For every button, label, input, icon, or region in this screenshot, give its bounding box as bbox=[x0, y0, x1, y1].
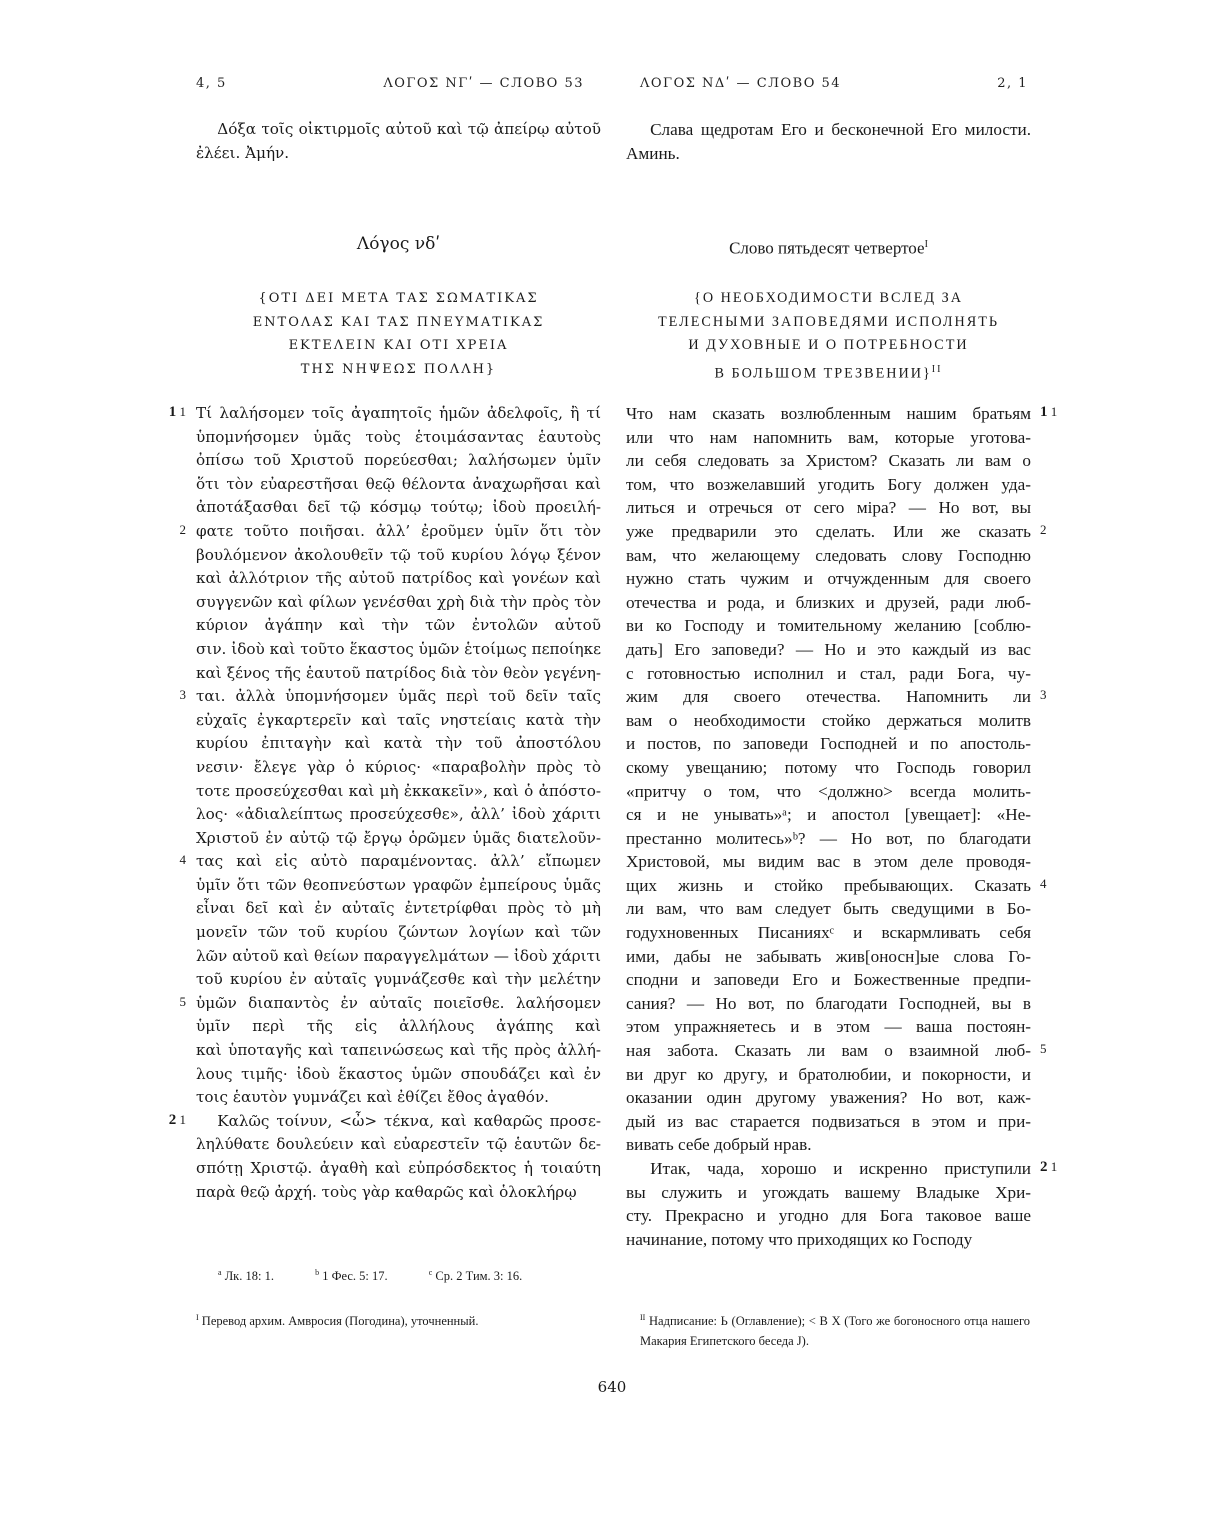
chapter-number: 1 bbox=[1040, 404, 1048, 420]
text-line: ви ко Господу и томительному желанию [соблю- bbox=[626, 616, 1031, 636]
text-line: Итак, чада, хорошо и искренно приступили bbox=[650, 1159, 1031, 1178]
greek-opening: Δόξα τοῖς οἰκτιρμοῖς αὐτοῦ καὶ τῷ ἀπείρῳ αὐτοῦ ἐλέει. Ἀμήν. bbox=[196, 120, 601, 162]
text-line: καὶ ξένος τῆς ἑαυτοῦ πατρίδος διὰ τὸν θεὸν γεγένη- bbox=[196, 663, 601, 682]
verse-marker bbox=[1040, 404, 1057, 421]
text-line: нужно стать чужим и отчужденным для своего bbox=[626, 569, 1031, 589]
text-line: κυρίου ἐπιταγὴν καὶ κατὰ τὴν τοῦ ἀποστόλου bbox=[196, 734, 601, 753]
footnote-ref: $^a$ Лк. 18: 1. bbox=[218, 1268, 274, 1284]
verse-marker bbox=[1040, 876, 1047, 892]
text-line: с готовностью исполнил и стал, ради Бога, чу- bbox=[626, 663, 1031, 683]
verse-number: 4 bbox=[179, 852, 186, 868]
text-line: ὅτι τὸν εὐαρεστῆσαι θεῷ θέλοντα ἀναχωρῆσαι καὶ bbox=[196, 474, 601, 493]
text-line: λος· «ἀδιαλείπτως προσεύχεσθε», ἀλλ’ ἰδοὺ χάριτι bbox=[196, 805, 601, 824]
text-line: βουλόμενον ἀκολουθεῖν τῷ τοῦ κυρίου λόγῳ ξένον bbox=[196, 545, 601, 564]
greek-subtitle-line: ΕΝΤΟΛΑΣ ΚΑΙ ΤΑΣ ΠΝΕΥΜΑΤΙΚΑΣ bbox=[252, 314, 545, 330]
russian-subtitle-line: И ДУХОВНЫЕ И О ПОТРЕБНОСТИ bbox=[688, 337, 969, 354]
verse-number: 3 bbox=[1040, 687, 1047, 703]
text-line: ὑμῖν ὅτι τῶν θεοπνεύστων γραφῶν ἐμπείρους ὑμᾶς bbox=[196, 875, 601, 894]
footnote-ref: $^c$ Ср. 2 Тим. 3: 16. bbox=[428, 1268, 523, 1284]
text-line: том, что возжелавший угодить Богу должен уда- bbox=[626, 474, 1031, 494]
text-line: λῶν αὐτοῦ καὶ θείων παραγγελμάτων — ἰδοὺ χάριτι bbox=[196, 946, 601, 965]
text-line: ся и не унывать»ᵃ; и апостол [увещает]: «Не- bbox=[626, 805, 1031, 825]
verse-marker bbox=[1040, 522, 1047, 538]
text-line: παρὰ θεῷ ἀρχή. τοὺς γὰρ καθαρῶς καὶ ὁλοκλήρῳ bbox=[196, 1182, 577, 1201]
text-line: μονεῖν τῶν τοῦ κυρίου ζώντων λογίων καὶ τῶν bbox=[196, 923, 601, 942]
greek-subtitle bbox=[196, 287, 601, 381]
verse-marker bbox=[180, 687, 187, 703]
verse-number: 1 bbox=[1050, 1159, 1058, 1175]
text-line: ται. ἀλλὰ ὑπομνήσομεν ὑμᾶς περὶ τοῦ δεῖν ταῖς bbox=[196, 687, 601, 706]
greek-subtitle-line: ΕΚΤΕΛΕΙΝ ΚΑΙ ΟΤΙ ΧΡΕΙΑ bbox=[288, 338, 509, 354]
text-line: дать] Его заповеди? — Но и это каждый из вас bbox=[626, 639, 1031, 659]
text-line: ὑμῶν διαπαντὸς ἐν αὐταῖς ποιεῖσθε. λαλήσομεν bbox=[196, 993, 601, 1012]
footnote-right bbox=[640, 1308, 1030, 1351]
text-line: ви друг ко другу, и братолюбии, и покорности, и bbox=[626, 1064, 1031, 1084]
right-page-ref: 2, 1 bbox=[997, 76, 1028, 91]
verse-marker bbox=[1040, 687, 1047, 703]
text-line: ὑπομνήσομεν ὑμᾶς τοὺς ἑτοιμάσαντας ἑαυτοὺς bbox=[196, 427, 601, 446]
russian-subtitle-note: II bbox=[931, 363, 943, 375]
text-line: σιν. ἰδοὺ καὶ τοῦτο ἕκαστος ὑμῶν ἑτοίμως πεποίηκε bbox=[196, 639, 601, 658]
verse-marker bbox=[180, 852, 187, 868]
verse-number: 1 bbox=[179, 1112, 186, 1127]
russian-heading-note: I bbox=[924, 239, 928, 250]
verse-number: 1 bbox=[179, 404, 186, 419]
text-line: вам, что желающему следовать слову Господню bbox=[626, 545, 1031, 565]
text-line: λους τιμῆς· ἰδοὺ ἕκαστος ὑμῶν σπουδάζει καὶ ἐν bbox=[196, 1064, 601, 1083]
text-line: τοις ἑαυτὸν γυμνάζει καὶ ἐθίζει ἔθος ἀγαθόν. bbox=[196, 1088, 549, 1107]
text-line: ἀποτάξασθαι δεῖ τῷ κόσμῳ τούτῳ; ἰδοὺ προειλή- bbox=[196, 498, 601, 517]
text-line: сания? — Но вот, по благодати Господней, вы в bbox=[626, 993, 1031, 1013]
text-line: вы служить и угождать вашему Владыке Хри- bbox=[626, 1182, 1031, 1202]
footnote-ref: $^b$ 1 Фес. 5: 17. bbox=[315, 1268, 388, 1284]
text-line: жим для своего отечества. Напомнить ли bbox=[626, 687, 1031, 707]
verse-marker bbox=[180, 994, 187, 1010]
text-line: εἶναι δεῖ καὶ ἐν αὐταῖς ἐντετρίφθαι πρὸς τὸ μὴ bbox=[196, 899, 601, 918]
text-line: εὐχαῖς ἐγκαρτερεῖν καὶ ταῖς νηστείαις κατὰ τὴν bbox=[196, 710, 601, 729]
footnote-text: Надписание: Ь (Оглавление); < B X (Того же богоносного отца нашего Макария Египетского беседа J). bbox=[640, 1314, 1031, 1349]
verse-number: 4 bbox=[1040, 876, 1047, 891]
text-line: начинание, потому что приходящих ко Господу bbox=[626, 1229, 973, 1249]
chapter-number: 1 bbox=[168, 404, 177, 420]
verse-number: 3 bbox=[179, 687, 186, 703]
text-line: Τί λαλήσομεν τοῖς ἀγαπητοῖς ἡμῶν ἀδελφοῖς, ἢ τί bbox=[196, 404, 601, 422]
footnote-left bbox=[196, 1308, 601, 1331]
verse-marker bbox=[169, 1112, 186, 1129]
text-line: ληλύθατε δουλεύειν καὶ εὐαρεστεῖν τῷ ἑαυτῶν δε- bbox=[196, 1135, 601, 1154]
text-line: τοῦ κυρίου ἐν αὐταῖς γυμνάζεσθε καὶ τὴν μελέτην bbox=[196, 970, 601, 989]
text-line: τας καὶ εἰς αὐτὸ παραμένοντας. ἀλλ’ εἴπωμεν bbox=[196, 852, 601, 871]
russian-subtitle-line bbox=[626, 358, 1031, 386]
chapter-number: 2 bbox=[168, 1112, 177, 1128]
text-line: καὶ ὑποταγῆς καὶ ταπεινώσεως καὶ τῆς πρὸς ἀλλή- bbox=[196, 1041, 601, 1060]
russian-subtitle-last: В БОЛЬШОМ ТРЕЗВЕНИИ} bbox=[714, 365, 932, 382]
left-page-ref: 4, 5 bbox=[196, 76, 227, 91]
russian-body bbox=[626, 402, 1031, 1251]
verse-number: 2 bbox=[179, 522, 186, 537]
text-line: καὶ ἀλλότριον τῆς αὐτοῦ πατρίδος καὶ γονέων καὶ bbox=[196, 569, 601, 588]
text-line: дый из вас старается подвизаться в этом и при- bbox=[626, 1111, 1031, 1131]
text-line: этом упражняетесь и в этом — ваша постоян- bbox=[626, 1017, 1031, 1037]
russian-heading-text: Слово пятьдесят четвертое bbox=[729, 238, 925, 258]
text-line: годухновенных Писанияхᶜ и вскармливать себя bbox=[626, 923, 1031, 943]
russian-heading bbox=[626, 233, 1031, 260]
text-line: φατε τοῦτο ποιῆσαι. ἀλλ’ ἐροῦμεν ὑμῖν ὅτι τὸν bbox=[196, 521, 601, 540]
text-line: «притчу о том, что <должно> всегда молить- bbox=[626, 781, 1031, 801]
text-line: или что нам напомнить вам, которые уготова- bbox=[626, 427, 1031, 447]
greek-subtitle-line: {ΟΤΙ ΔΕΙ ΜΕΤΑ ΤΑΣ ΣΩΜΑΤΙΚΑΣ bbox=[258, 291, 539, 306]
text-line: νεσιν· ἔλεγε γὰρ ὁ κύριος· «παραβολὴν πρὸς τὸ bbox=[196, 757, 601, 776]
left-running-title: ΛΟΓΟΣ ΝΓʹ — СЛОВО 53 bbox=[383, 76, 584, 91]
text-line: ли вам, что вам следует быть сведущими в Бо- bbox=[626, 899, 1031, 919]
text-line: ная забота. Сказать ли вам о взаимной люб- bbox=[626, 1041, 1031, 1061]
text-line: Христовой, мы видим вас в этом деле проводя- bbox=[626, 852, 1031, 872]
verse-marker bbox=[1040, 1159, 1057, 1176]
text-line: престанно молитесь»ᵇ? — Но вот, по благодати bbox=[626, 828, 1031, 848]
text-line: ὀπίσω τοῦ Χριστοῦ πορεύεσθαι; λαλήσωμεν ὑμῖν bbox=[196, 451, 601, 470]
greek-subtitle-line: ΤΗΣ ΝΗΨΕΩΣ ΠΟΛΛΗ} bbox=[300, 361, 497, 377]
text-line: κύριον ἀγάπην καὶ τὴν τῶν ἐντολῶν αὐτοῦ bbox=[196, 616, 601, 635]
verse-marker bbox=[1040, 1041, 1047, 1057]
text-line: отечества и рода, и близких и друзей, ради люб- bbox=[626, 592, 1031, 612]
text-line: Χριστοῦ ἐν αὐτῷ τῷ ἔργῳ ὁρῶμεν ὑμᾶς διατελοῦν- bbox=[196, 828, 601, 847]
verse-marker bbox=[180, 522, 187, 538]
right-running-title: ΛΟΓΟΣ ΝΔʹ — СЛОВО 54 bbox=[640, 76, 842, 91]
footnote-mark: I bbox=[196, 1313, 199, 1322]
verse-number: 5 bbox=[179, 994, 186, 1009]
text-line: ли себя следовать за Христом? Сказать ли вам о bbox=[626, 451, 1031, 471]
text-line: оказании один другому уважения? Но вот, каж- bbox=[626, 1088, 1031, 1108]
text-line: скому увещанию; потому что Господь говорил bbox=[626, 757, 1031, 777]
page-number: 640 bbox=[597, 1378, 627, 1396]
greek-heading: Λόγος νδʹ bbox=[356, 234, 441, 254]
russian-subtitle-line: {О НЕОБХОДИМОСТИ ВСЛЕД ЗА bbox=[694, 290, 963, 306]
text-line: συγγενῶν καὶ φίλων γενέσθαι χρὴ διὰ τὴν πρὸς τὸν bbox=[196, 592, 601, 611]
text-line: τοτε προσεύχεσθαι καὶ μὴ ἐκκακεῖν», καὶ ὁ ἀπόστο- bbox=[196, 781, 601, 800]
text-line: ими, дабы не забывать жив[оносн]ые слова Го- bbox=[626, 946, 1031, 966]
greek-body bbox=[196, 402, 601, 1204]
russian-subtitle bbox=[626, 287, 1031, 386]
russian-opening: Слава щедротам Его и бесконечной Его милости. Аминь. bbox=[626, 120, 1031, 163]
footnote-mark: II bbox=[640, 1313, 646, 1322]
verse-marker bbox=[169, 404, 186, 421]
verse-number: 2 bbox=[1040, 522, 1047, 537]
text-line: литься и отречься от сего міра? — Но вот, вы bbox=[626, 498, 1031, 518]
text-line: сту. Прекрасно и угодно для Бога таковое ваше bbox=[626, 1206, 1031, 1226]
verse-number: 1 bbox=[1050, 404, 1058, 419]
text-line: уже предварили это сделать. Или же сказать bbox=[626, 521, 1031, 541]
verse-number: 5 bbox=[1040, 1041, 1047, 1057]
text-line: сподни и заповеди Его и Божественные предпи- bbox=[626, 970, 1031, 990]
text-line: Καλῶς τοίνυν, <ὦ> τέκνα, καὶ καθαρῶς προσε- bbox=[217, 1111, 601, 1130]
text-line: щих жизнь и стойко пребывающих. Сказать bbox=[626, 875, 1031, 895]
text-line: Что нам сказать возлюбленным нашим братьям bbox=[626, 404, 1031, 423]
scripture-references bbox=[218, 1268, 560, 1284]
russian-subtitle-line: ТЕЛЕСНЫМИ ЗАПОВЕДЯМИ ИСПОЛНЯТЬ bbox=[657, 313, 1000, 330]
chapter-number: 2 bbox=[1040, 1159, 1048, 1176]
footnote-text: Перевод архим. Амвросия (Погодина), уточненный. bbox=[201, 1314, 479, 1329]
text-line: σπότῃ Χριστῷ. ἀγαθὴ καὶ εὐπρόσδεκτος ἡ τοιαύτη bbox=[196, 1159, 601, 1177]
text-line: и постов, по заповеди Господней и по апостоль- bbox=[626, 734, 1031, 754]
text-line: ὑμῖν περὶ τῆς εἰς ἀλλήλους ἀγάπης καὶ bbox=[196, 1017, 601, 1036]
text-line: вивать себе добрый нрав. bbox=[626, 1135, 812, 1155]
text-line: вам о необходимости стойко держаться молитв bbox=[626, 710, 1031, 730]
